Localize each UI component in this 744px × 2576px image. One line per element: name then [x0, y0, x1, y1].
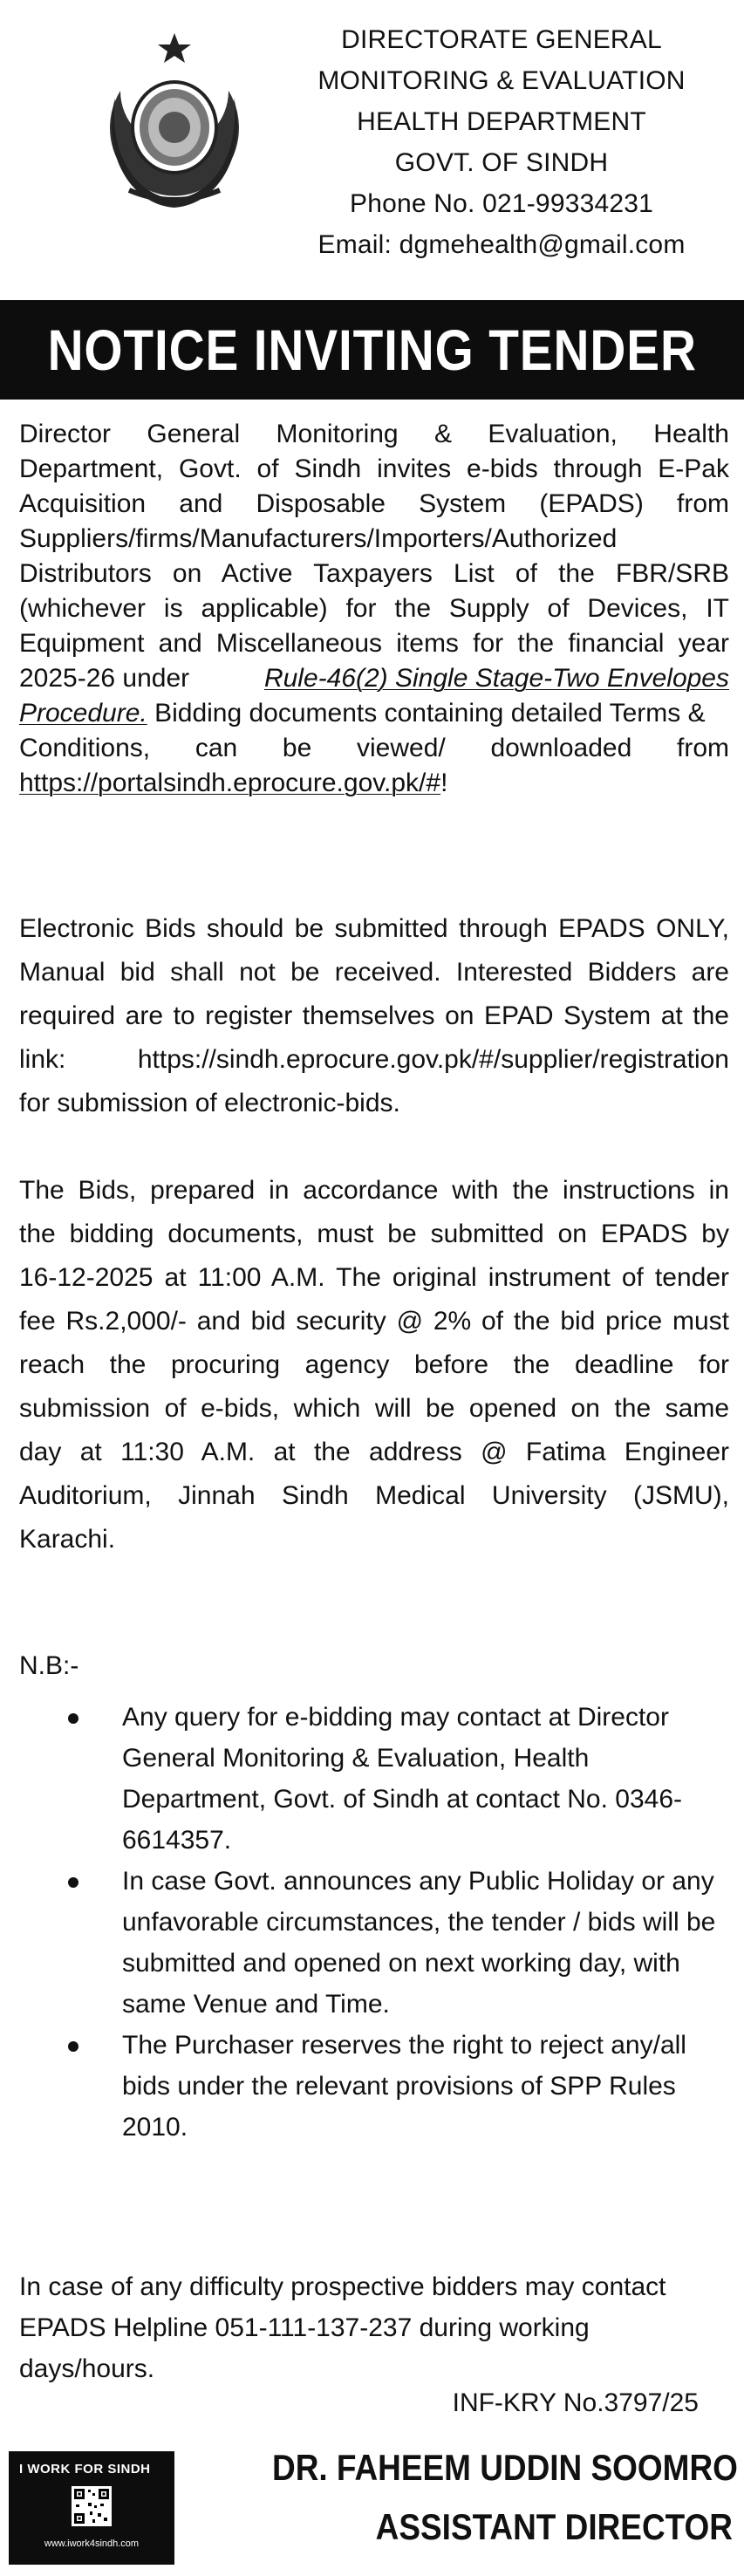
text-line [19, 696, 729, 731]
registration-link-line[interactable]: link: https://sindh.eprocure.gov.pk/#/supplier/registration [19, 1045, 729, 1074]
logo-title: I WORK FOR SINDH [19, 2462, 151, 2477]
signatory-designation: ASSISTANT DIRECTOR [375, 2506, 733, 2547]
text-line: the bidding documents, must be submitted on EPADS by [19, 1220, 729, 1248]
text-line: Distributors on Active Taxpayers List of the FBR/SRB [19, 559, 729, 588]
deadline-paragraph [19, 1169, 729, 1561]
list-item-text [122, 1697, 698, 1861]
text-line: Suppliers/firms/Manufacturers/Importers/Authorized [19, 524, 618, 553]
text-line: The Purchaser reserves the right to reject any/all [122, 2031, 686, 2060]
header-line: DIRECTORATE GENERAL [341, 25, 662, 54]
text-line: 6614357. [122, 1826, 232, 1855]
text-line: Karachi. [19, 1525, 116, 1554]
text-fragment: 2025-26 under [19, 664, 197, 693]
bidding-documents-link[interactable]: https://portalsindh.eprocure.gov.pk/# [19, 769, 441, 797]
list-item-text [122, 1861, 716, 2025]
office-header [291, 19, 712, 265]
intro-paragraph [19, 417, 729, 801]
submission-paragraph [19, 907, 729, 1125]
bullet-icon [68, 1713, 78, 1724]
text-line [19, 661, 729, 696]
text-fragment: ! [440, 769, 448, 797]
nb-label: N.B:- [19, 1651, 79, 1680]
title-banner [0, 300, 744, 400]
procurement-rule-reference: Rule-46(2) Single Stage-Two Envelopes [263, 664, 729, 693]
header-email: Email: dgmehealth@gmail.com [317, 230, 686, 259]
list-item-text [122, 2025, 698, 2148]
signatory-name: DR. FAHEEM UDDIN SOOMRO [272, 2447, 738, 2488]
text-line: fee Rs.2,000/- and bid security @ 2% of the bid price must [19, 1307, 729, 1336]
text-line: required are to register themselves on EPAD System at the [19, 1001, 729, 1030]
text-line: (whichever is applicable) for the Supply of Devices, IT [19, 594, 729, 623]
header-line: HEALTH DEPARTMENT [357, 107, 646, 136]
reference-number: INF-KRY No.3797/25 [452, 2388, 699, 2417]
iwork-for-sindh-logo [9, 2451, 174, 2565]
helpline-paragraph [19, 2266, 708, 2389]
text-line: for submission of electronic-bids. [19, 1089, 400, 1117]
header-line: GOVT. OF SINDH [394, 148, 609, 177]
procurement-rule-reference-cont: Procedure. [19, 699, 147, 728]
text-line: same Venue and Time. [122, 1990, 390, 2019]
text-line: submission of e-bids, which will be opened on the same [19, 1394, 729, 1423]
header-line: MONITORING & EVALUATION [317, 66, 686, 95]
text-line: EPADS Helpline 051-111-137-237 during working [19, 2313, 590, 2342]
text-line: Any query for e-bidding may contact at Director [122, 1703, 669, 1732]
sindh-government-seal-icon [94, 30, 255, 215]
text-line: reach the procuring agency before the deadline for [19, 1350, 729, 1379]
text-fragment: Bidding documents containing detailed Terms & [147, 699, 706, 728]
text-line: In case Govt. announces any Public Holiday or any [122, 1867, 714, 1896]
page-title: NOTICE INVITING TENDER [47, 318, 697, 382]
text-line: Department, Govt. of Sindh at contact No. 0346- [122, 1785, 683, 1814]
text-line: Department, Govt. of Sindh invites e-bids through E-Pak [19, 454, 729, 483]
text-line: The Bids, prepared in accordance with the instructions in [19, 1176, 729, 1205]
bullet-icon [68, 1877, 78, 1888]
text-line: 2010. [122, 2113, 188, 2142]
text-line: day at 11:30 A.M. at the address @ Fatima Engineer [19, 1438, 729, 1466]
qr-code-icon [72, 2486, 112, 2526]
text-line: In case of any difficulty prospective bidders may contact [19, 2272, 666, 2301]
text-line: days/hours. [19, 2354, 155, 2383]
text-line: bids under the relevant provisions of SPP Rules [122, 2072, 676, 2101]
logo-url: www.iwork4sindh.com [44, 2538, 140, 2549]
text-line: Equipment and Miscellaneous items for the financial year [19, 629, 729, 658]
text-line: unfavorable circumstances, the tender / bids will be [122, 1908, 716, 1937]
bullet-icon [68, 2041, 78, 2052]
signature-block [209, 2438, 738, 2557]
text-line: Acquisition and Disposable System (EPADS) from [19, 489, 729, 518]
text-line: Manual bid shall not be received. Interested Bidders are [19, 958, 729, 987]
text-line: submitted and opened on next working day, with [122, 1949, 680, 1978]
text-line: General Monitoring & Evaluation, Health [122, 1744, 590, 1773]
text-line: Conditions, can be viewed/ downloaded from [19, 734, 729, 762]
text-line: Director General Monitoring & Evaluation, Health [19, 420, 729, 448]
text-line: Auditorium, Jinnah Sindh Medical University (JSMU), [19, 1481, 729, 1510]
header-phone: Phone No. 021-99334231 [349, 189, 654, 218]
text-line: Electronic Bids should be submitted through EPADS ONLY, [19, 914, 729, 943]
text-line: 16-12-2025 at 11:00 A.M. The original instrument of tender [19, 1263, 729, 1292]
text-line [19, 766, 729, 801]
